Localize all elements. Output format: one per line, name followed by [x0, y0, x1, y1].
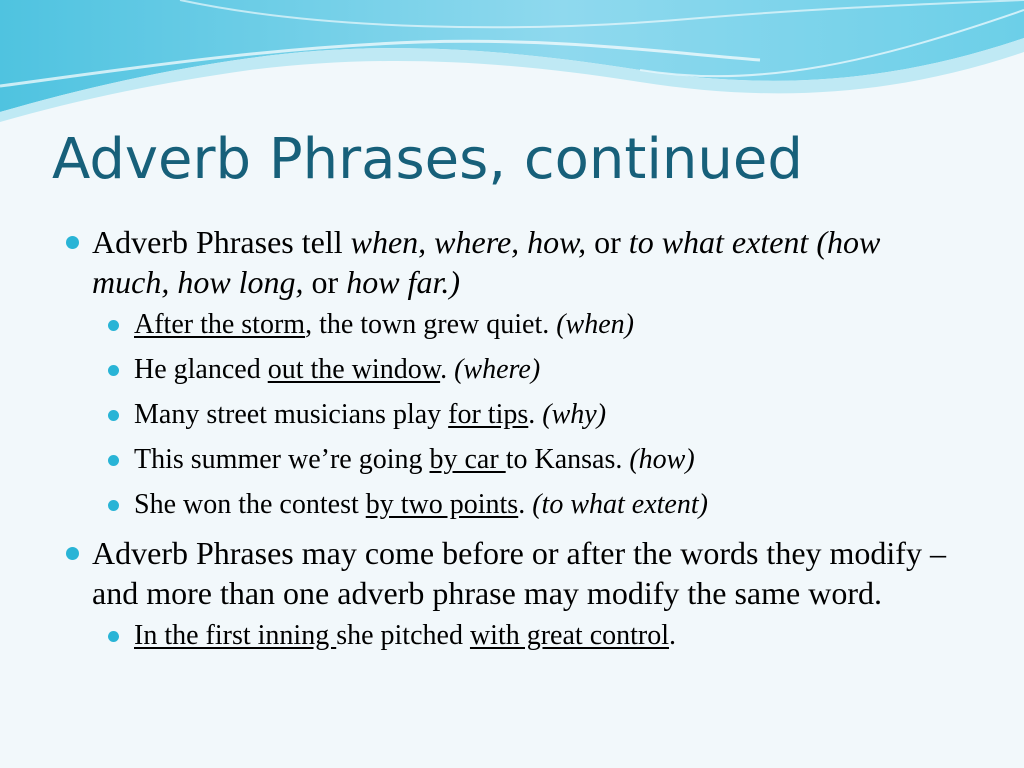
underlined-phrase: for tips [448, 399, 529, 430]
text: Adverb Phrases tell [92, 224, 351, 260]
text: to Kansas. [505, 444, 630, 475]
bullet-dot-icon [108, 410, 119, 421]
text: Many street musicians play [134, 399, 449, 430]
italic-text: when, where, how, [350, 224, 587, 260]
sub-bullet-by-two-points [64, 488, 964, 522]
bullet-dot-icon [108, 500, 119, 511]
underlined-phrase: by two points [365, 489, 519, 520]
bullet-dot-icon [66, 547, 79, 560]
text: or [303, 264, 347, 300]
text: , the town grew quiet. [305, 309, 557, 340]
italic-label: (where) [454, 354, 541, 385]
text: she pitched [336, 620, 470, 651]
text: or [586, 224, 629, 260]
italic-text: to what extent (how much, how long, [92, 224, 881, 300]
italic-label: (why) [542, 399, 607, 430]
bullet-dot-icon [108, 320, 119, 331]
italic-text: how far.) [346, 264, 460, 300]
slide-title: Adverb Phrases, continued [52, 127, 803, 192]
underlined-phrase: After the storm [134, 309, 306, 340]
text: This summer we’re going [134, 444, 430, 475]
text: . [669, 620, 677, 651]
bullet-dot-icon [108, 455, 119, 466]
text: Adverb Phrases may come before or after the words they modify – and more than one adverb phrase may modify the same word. [92, 535, 946, 611]
slide-content [64, 222, 964, 664]
sub-bullet-by-car [64, 443, 964, 477]
underlined-phrase: In the first inning [134, 620, 337, 651]
sub-bullet-after-the-storm [64, 308, 964, 342]
bullet-come-before-or-after [64, 533, 964, 613]
text: He glanced [134, 354, 268, 385]
text: . [528, 399, 543, 430]
bullet-dot-icon [66, 236, 79, 249]
sub-bullet-for-tips [64, 398, 964, 432]
italic-label: (to what extent) [532, 489, 708, 520]
bullet-dot-icon [108, 631, 119, 642]
underlined-phrase: out the window [267, 354, 441, 385]
text: . [440, 354, 455, 385]
italic-label: (when) [556, 309, 634, 340]
bullet-adverb-phrases-tell [64, 222, 964, 302]
underlined-phrase: with great control [469, 620, 670, 651]
underlined-phrase: by car [429, 444, 506, 475]
text: She won the contest [134, 489, 366, 520]
italic-label: (how) [629, 444, 695, 475]
sub-bullet-out-the-window [64, 353, 964, 387]
sub-bullet-first-inning [64, 619, 964, 653]
text: . [518, 489, 533, 520]
bullet-dot-icon [108, 365, 119, 376]
